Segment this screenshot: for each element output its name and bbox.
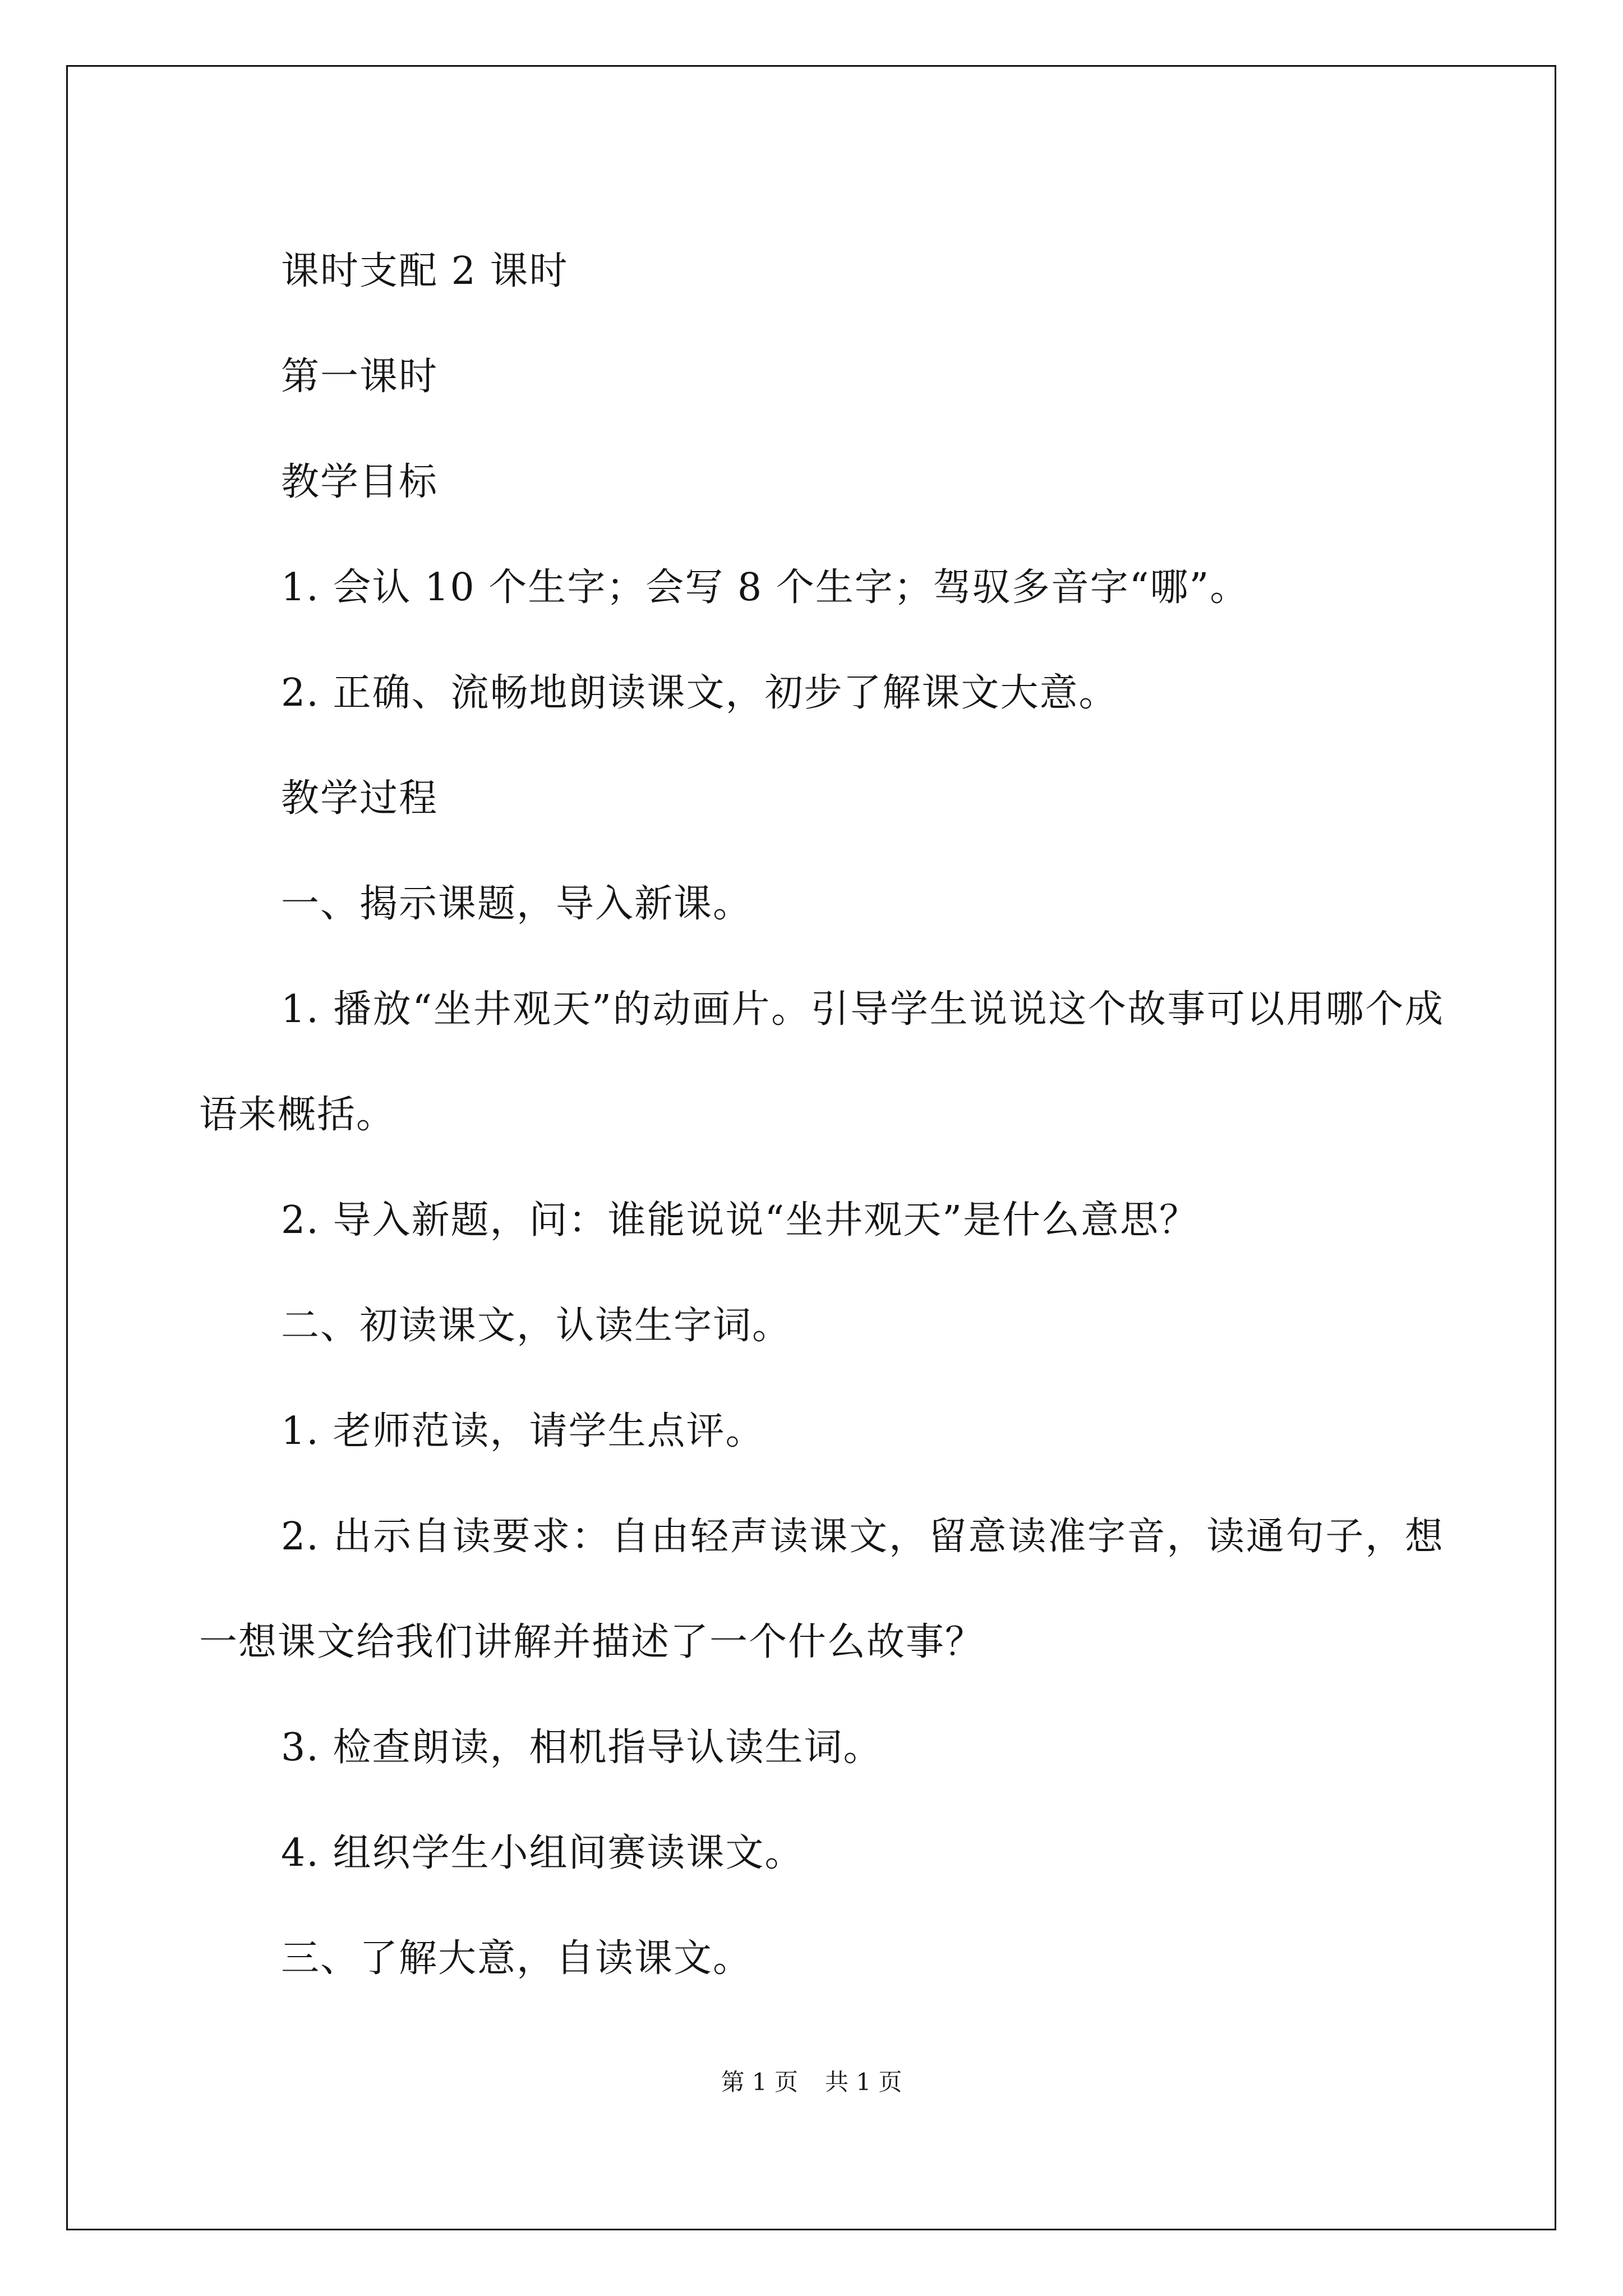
paragraph-first-lesson: 第一课时 [281,355,439,399]
heading-section-1: 一、揭示课题，导入新课。 [281,882,753,926]
paragraph-section-1-step-1: 1. 播放“坐井观天”的动画片。引导学生说说这个故事可以用哪个成语来概括。 [199,987,1444,1137]
page-footer [0,2065,1623,2099]
heading-section-3: 三、了解大意，自读课文。 [281,1936,753,1981]
paragraph-section-2-step-4: 4. 组织学生小组间赛读课文。 [281,1831,804,1875]
heading-section-2: 二、初读课文，认读生字词。 [281,1304,792,1348]
paragraph-section-1-step-2: 2. 导入新题，问：谁能说说“坐井观天”是什么意思？ [281,1198,1199,1243]
paragraph-section-2-step-1: 1. 老师范读，请学生点评。 [281,1409,765,1453]
paragraph-section-2-step-3: 3. 检查朗读，相机指导认读生词。 [281,1726,883,1770]
document-body [199,219,1444,2012]
heading-teaching-goals: 教学目标 [281,460,439,504]
heading-teaching-process: 教学过程 [281,776,439,821]
page-total: 共 1 页 [825,2068,902,2096]
paragraph-lesson-hours: 课时支配 2 课时 [281,249,569,293]
paragraph-goal-1: 1. 会认 10 个生字；会写 8 个生字；驾驭多音字“哪”。 [281,565,1249,610]
page-number: 第 1 页 [721,2068,798,2096]
paragraph-goal-2: 2. 正确、流畅地朗读课文，初步了解课文大意。 [281,671,1118,715]
paragraph-section-2-step-2: 2. 出示自读要求：自由轻声读课文，留意读准字音，读通句子，想一想课文给我们讲解并描述了一个什么故事？ [199,1515,1444,1664]
